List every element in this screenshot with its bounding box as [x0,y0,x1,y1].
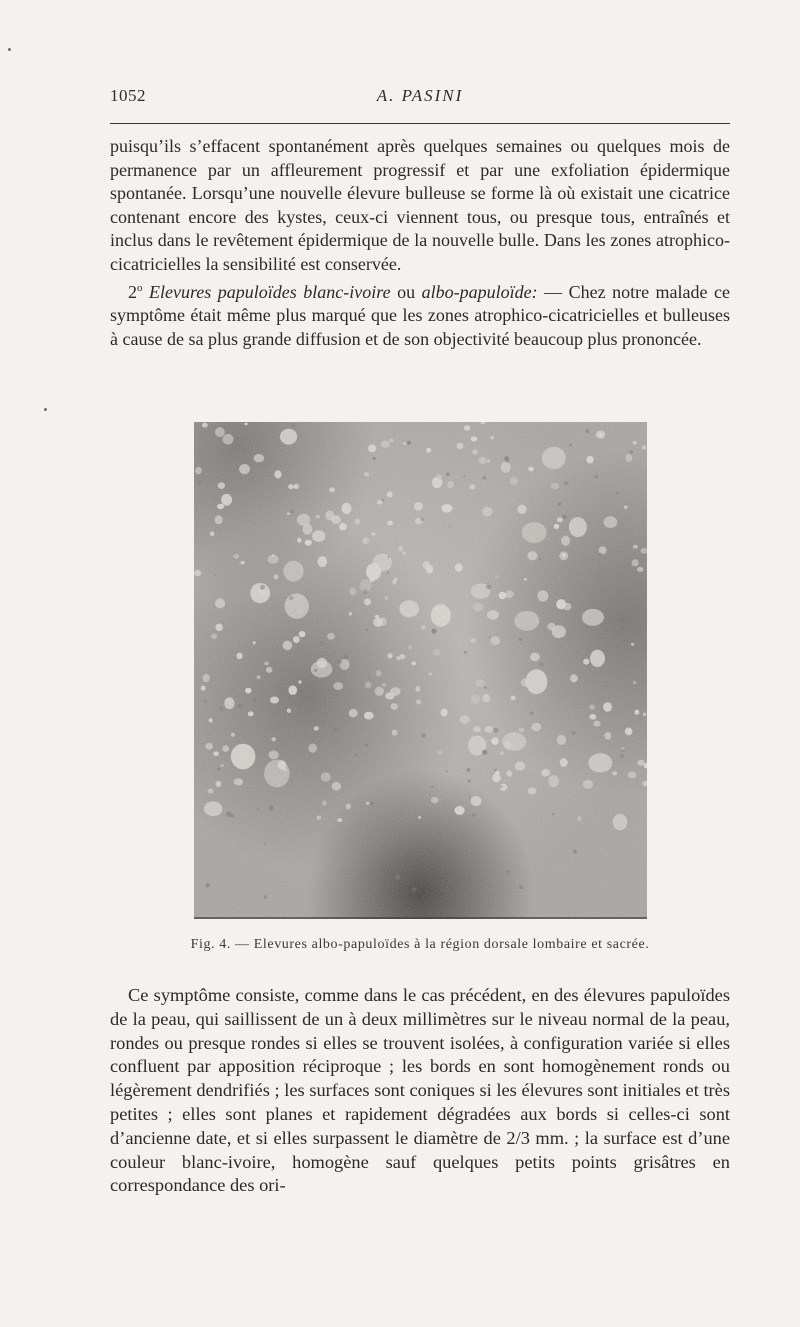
paragraph-2-body: — Chez notre malade ce symptôme était même plus marqué que les zones atrophico-cicatricielles et bulleuses à cause de sa plus grande diffusion et de son objectivité beaucoup plus prononcée. [110,281,731,349]
photo-grain [194,422,647,919]
running-head: A. PASINI [376,86,464,105]
paragraph-3: Ce symptôme consiste, comme dans le cas précédent, en des élevures papuloïdes de la peau, qui saillissent de un à deux millimètres sur le niveau normal de la peau, rondes ou presque rondes si elles se trouvent isolées, à configuration variée si elles confluent par apposition réciproque ; les bords en sont homogènement ronds ou légèrement dendrifiés ; les surfaces sont coniques si les élevures sont initiales et très petites ; elles sont planes et rapidement dégradées aux bords si celles-ci sont d’ancienne date, et si elles surpassent le diamètre de 2/3 mm. ; la surface est d’une couleur blanc-ivoire, homogène sauf quelques petits points grisâtres en correspondance des ori- [110,985,730,1196]
section-title-alt: albo-papuloïde: [421,281,538,302]
top-text [110,135,730,351]
paragraph-2 [110,277,730,352]
figure-caption: Fig. 4. — Elevures albo-papuloïdes à la région dorsale lombaire et sacrée. [190,937,650,952]
paper-speck [8,48,11,51]
skin-photo [194,422,647,919]
header-rule [110,123,730,124]
item-number: 2 [128,281,137,302]
paper-speck [44,408,47,411]
item-number-sup: o [137,281,143,294]
section-connector: ou [397,281,416,302]
section-title: Elevures papuloïdes blanc-ivoire [149,281,391,302]
page-number: 1052 [110,86,146,105]
figure-photograph [194,422,647,919]
bottom-text [110,984,730,1198]
paragraph-1: puisqu’ils s’effacent spontanément après quelques semaines ou quelques mois de permanence par un affleurement progressif et par une exfoliation épidermique spontanée. Lorsqu’une nouvelle élevure bulleuse se forme là où existait une cicatrice contenant encore des kystes, ceux-ci viennent tous, ou presque tous, entraînés et inclus dans le revêtement épidermique de la nouvelle bulle. Dans les zones atrophico-cicatricielles la sensibilité est conservée. [110,136,730,274]
page-header [110,86,730,112]
